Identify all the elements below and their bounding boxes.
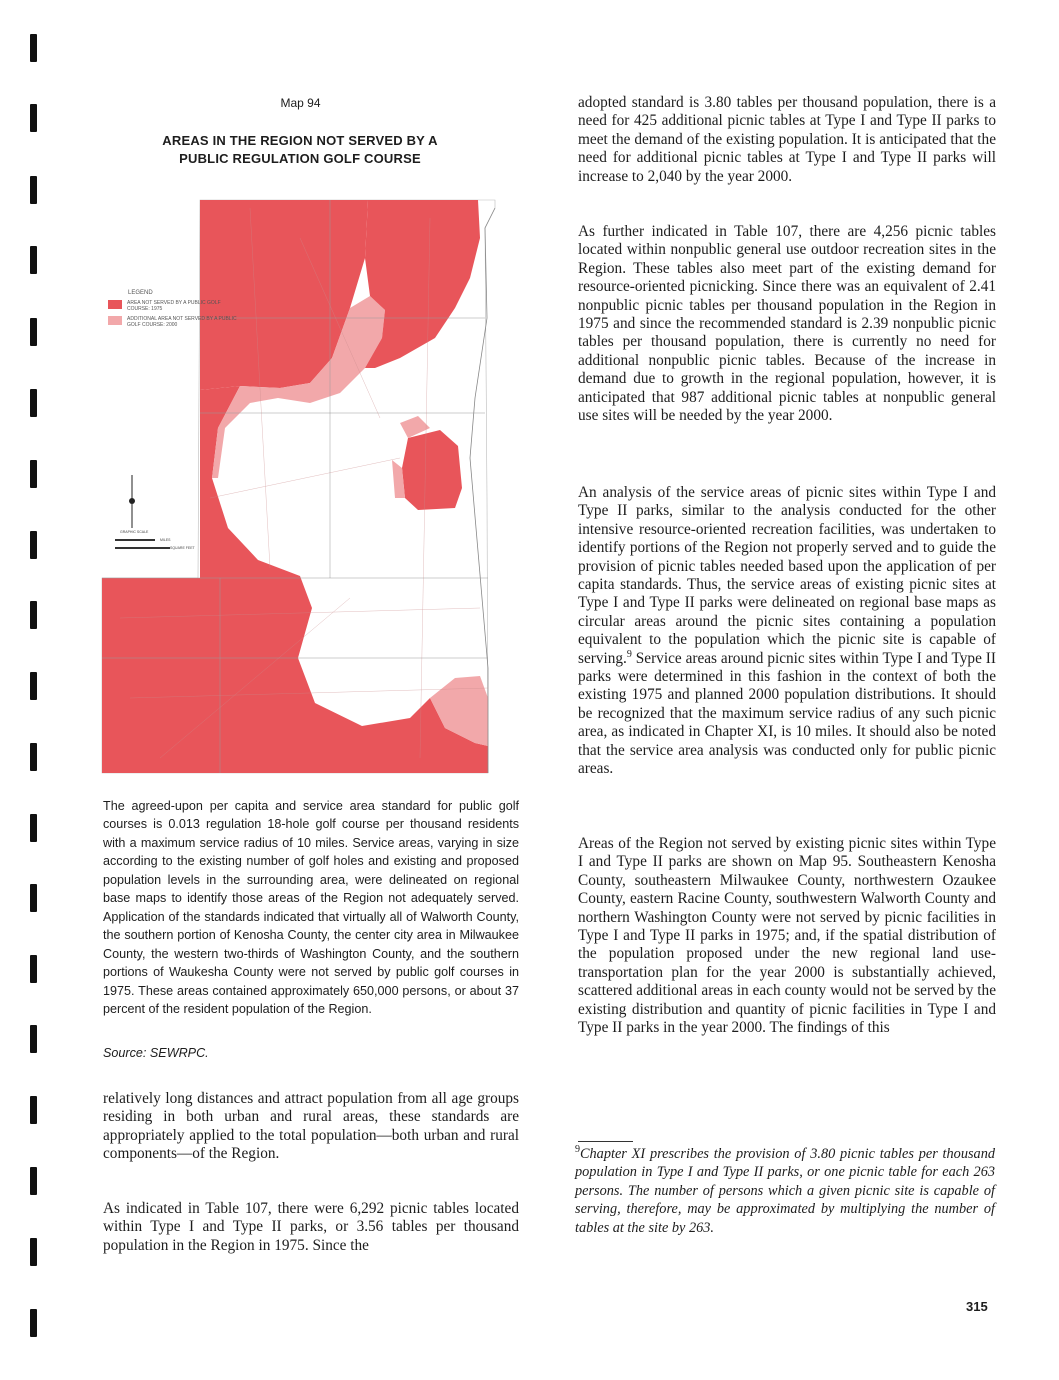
map-legend (108, 290, 238, 328)
legend-label-1975: AREA NOT SERVED BY A PUBLIC GOLF COURSE: 1975 (127, 300, 221, 312)
binding-hole (30, 814, 37, 842)
binding-hole (30, 884, 37, 912)
body-paragraph (578, 484, 996, 779)
legend-item-1975 (108, 300, 238, 312)
map-title: AREAS IN THE REGION NOT SERVED BY A PUBLIC REGULATION GOLF COURSE (162, 133, 438, 166)
body-text-part: Service areas around picnic sites within Type I and Type II parks were determined in this fashion in the context of both the existing 1975 and planned 2000 population distributions. It should be recognized that the maximum service radius of any such picnic area, as indicated in Chapter XI, is 10 miles. It should also be noted that the service area analysis was conducted only for public picnic areas. (578, 649, 996, 778)
footnote-marker: 9 (575, 1144, 580, 1156)
page-number: 315 (966, 1299, 988, 1314)
legend-heading: LEGEND (128, 290, 153, 296)
caption-source: Source: SEWRPC. (103, 1046, 209, 1060)
binding-hole (30, 176, 37, 204)
binding-hole (30, 34, 37, 62)
map-caption: The agreed-upon per capita and service area standard for public golf courses is 0.013 regulation 18-hole golf course per thousand residents with a maximum service radius of 10 miles. Service areas, varying in size according to the existing number of golf holes and existing and proposed population levels in the surrounding area, were delineated on regional base maps to identify those areas of the Region not adequately served. Application of the standards indicated that virtually all of Walworth County, the southern portion of Kenosha County, the center city area in Milwaukee County, the western two-thirds of Washington County, and the southern portions of Waukesha County were not served by public golf courses in 1975. These areas contained approximately 650,000 persons, or about 37 percent of the resident population of the Region. (103, 799, 519, 1016)
body-paragraph: As indicated in Table 107, there were 6,292 picnic tables located within Type I and Type II parks, or 3.56 tables per thousand population in the Region in 1975. Since the (103, 1200, 519, 1254)
legend-label-2000: ADDITIONAL AREA NOT SERVED BY A PUBLIC GOLF COURSE: 2000 (127, 316, 237, 328)
binding-hole (30, 389, 37, 417)
binding-hole (30, 460, 37, 488)
binding-hole (30, 1238, 37, 1266)
binding-hole (30, 672, 37, 700)
map-label: Map 94 (280, 96, 321, 110)
footnote-divider (578, 1141, 633, 1142)
binding-hole (30, 1309, 37, 1337)
binding-hole (30, 743, 37, 771)
binding-hole (30, 531, 37, 559)
binding-hole (30, 318, 37, 346)
binding-hole (30, 955, 37, 983)
north-arrow-hub (129, 498, 135, 504)
body-text-part: An analysis of the service areas of picnic sites within Type I and Type II parks, similar to the analysis conducted for the other intensive resource-oriented recreation facilities, was undertaken to identify portions of the Region not properly served and to guide the provision of picnic tables needed based upon the application of per capita standards. Thus, the service areas of existing picnic sites at Type I and Type II parks were delineated on regional base maps as circular areas around the picnic sites containing a population equivalent to the population which the picnic site is capable of serving. (578, 484, 996, 667)
body-paragraph: relatively long distances and attract population from all age groups residing in both urban and rural areas, these standards are appropriately applied to the total population—both urban and rural components—of the Region. (103, 1090, 519, 1163)
legend-swatch-2000 (108, 316, 122, 325)
binding-hole (30, 1096, 37, 1124)
north-arrow-and-scale (110, 470, 200, 555)
footnote (575, 1145, 995, 1237)
binding-hole (30, 601, 37, 629)
binding-hole (30, 246, 37, 274)
area-unserved-1975-milwaukee-center (402, 430, 462, 510)
body-paragraph: adopted standard is 3.80 tables per thousand population, there is a need for 425 additional picnic tables at Type I and Type II parks to meet the demand of the existing population. It is anticipated that the need for additional picnic tables at Type I and Type II parks will increase to 2,040 by the year 2000. (578, 94, 996, 185)
scale-unit-feet: SQUARE FEET (170, 546, 195, 550)
body-paragraph: Areas of the Region not served by existing picnic sites within Type I and Type II parks are shown on Map 95. Southeastern Kenosha County, southeastern Milwaukee County, northwestern Ozaukee County, eastern Racine County, southwestern Walworth County and northern Washington County were not served by picnic facilities in Type I and Type II parks in 1975; and, if the spatial distribution of the population proposed under the new regional land use-transportation plan for the year 2000 is substantially achieved, scattered additional areas in each county would not be served by the existing distribution and quantity of picnic facilities in Type I and Type II parks in the year 2000. The findings of this (578, 835, 996, 1037)
legend-item-2000 (108, 316, 238, 328)
binding-hole (30, 104, 37, 132)
body-paragraph: As further indicated in Table 107, there are 4,256 picnic tables located within nonpublic general use outdoor recreation sites in the Region. These tables also meet part of the existing demand for resource-oriented picnicking. Since there was an equivalent of 2.41 nonpublic picnic tables per thousand population in the Region in 1975 and since the recommended standard is 2.39 nonpublic picnic tables per thousand population, there is currently no need for additional nonpublic picnic tables. Because of the increase in demand due to growth in the regional population, however, it is anticipated that 987 additional picnic tables at nonpublic general use sites will be needed by the year 2000. (578, 223, 996, 425)
scale-label: GRAPHIC SCALE (120, 530, 149, 534)
footnote-reference[interactable]: 9 (626, 648, 632, 660)
binding-hole (30, 1025, 37, 1053)
footnote-text: Chapter XI prescribes the provision of 3.80 picnic tables per thousand population in Type I and Type II parks, or one picnic table for each 263 persons. The number of persons which a given picnic site is capable of serving, therefore, may be approximated by multiplying the number of tables at the site by 263. (575, 1146, 995, 1236)
legend-swatch-1975 (108, 300, 122, 309)
scale-unit-miles: MILES (160, 538, 171, 542)
binding-hole (30, 1167, 37, 1195)
